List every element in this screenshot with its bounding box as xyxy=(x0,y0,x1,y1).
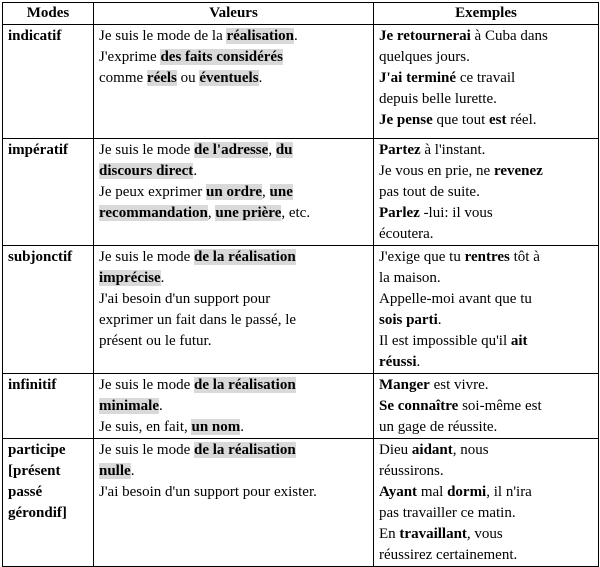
highlighted-term: imprécise xyxy=(99,270,161,286)
highlighted-term: une xyxy=(269,184,293,200)
mode-cell: impératif xyxy=(3,139,94,246)
text-segment: . xyxy=(130,463,135,479)
valeurs-cell xyxy=(94,246,374,374)
cell-line xyxy=(379,203,593,224)
text-segment: la maison. xyxy=(379,270,441,286)
text-segment: , nous xyxy=(452,442,489,458)
text-segment: est vivre. xyxy=(429,377,489,393)
cell-line xyxy=(379,224,593,245)
bold-term: dormi xyxy=(447,484,487,500)
valeurs-cell xyxy=(94,139,374,246)
cell-line xyxy=(379,417,593,438)
text-segment: J'ai besoin d'un support pour xyxy=(99,291,271,307)
row-subjonctif xyxy=(3,246,599,374)
cell-line xyxy=(379,310,593,331)
highlighted-term: nulle xyxy=(99,463,131,479)
bold-term: ait xyxy=(510,333,528,349)
cell-line xyxy=(379,396,593,417)
cell-line xyxy=(99,26,368,47)
exemples-cell xyxy=(374,439,599,567)
mode-line: passé xyxy=(8,484,43,500)
cell-line xyxy=(379,47,593,68)
cell-line xyxy=(99,203,368,224)
row-participe xyxy=(3,439,599,567)
cell-line xyxy=(379,89,593,110)
bold-term: pense xyxy=(396,112,433,128)
text-segment: Je vous en prie, ne xyxy=(379,163,494,179)
mode-cell: subjonctif xyxy=(3,246,94,374)
cell-line xyxy=(379,182,593,203)
cell-line xyxy=(379,375,593,396)
bold-term: revenez xyxy=(493,163,543,179)
highlighted-term: de la réalisation xyxy=(194,249,296,265)
text-segment: réel. xyxy=(506,112,537,128)
exemples-cell xyxy=(374,374,599,439)
bold-term: retournerai xyxy=(396,28,471,44)
exemples-cell xyxy=(374,25,599,139)
text-segment: Je suis le mode xyxy=(99,442,194,458)
text-segment: . xyxy=(160,270,165,286)
cell-line xyxy=(99,331,368,352)
cell-line xyxy=(379,331,593,352)
text-segment: pas tout de suite. xyxy=(379,184,480,200)
highlighted-term: réalisation xyxy=(226,28,294,44)
header-modes: Modes xyxy=(3,3,94,25)
cell-line xyxy=(99,247,368,268)
text-segment: J'ai besoin d'un support pour exister. xyxy=(99,484,317,500)
cell-line xyxy=(379,161,593,182)
text-segment: J'exprime xyxy=(99,49,161,65)
cell-line xyxy=(379,289,593,310)
text-segment: , etc. xyxy=(281,205,311,221)
highlighted-term: du xyxy=(275,142,293,158)
text-segment: que tout xyxy=(432,112,490,128)
cell-line xyxy=(379,110,593,131)
header-valeurs: Valeurs xyxy=(94,3,374,25)
text-segment: . xyxy=(437,312,442,328)
cell-line xyxy=(379,352,593,373)
text-segment: exprimer un fait dans le passé, le xyxy=(99,312,297,328)
header-row xyxy=(3,3,599,25)
cell-line xyxy=(99,396,368,417)
text-segment: Je peux exprimer xyxy=(99,184,207,200)
cell-line xyxy=(99,440,368,461)
exemples-cell xyxy=(374,246,599,374)
text-segment: Je suis le mode xyxy=(99,142,194,158)
bold-term: réussi xyxy=(379,354,417,370)
valeurs-cell xyxy=(94,439,374,567)
text-segment: Je suis le mode de la xyxy=(99,28,227,44)
text-segment: , il n'ira xyxy=(486,484,532,500)
text-segment: ce travail xyxy=(456,70,516,86)
text-segment: mal xyxy=(417,484,448,500)
cell-line xyxy=(379,26,593,47)
text-segment: depuis belle lurette. xyxy=(379,91,497,107)
text-segment: , vous xyxy=(466,526,503,542)
text-segment: soi-même est xyxy=(458,398,542,414)
bold-term: travaillant xyxy=(399,526,467,542)
row-infinitif xyxy=(3,374,599,439)
exemples-cell xyxy=(374,139,599,246)
mode-line: [présent xyxy=(8,463,61,479)
cell-line xyxy=(99,461,368,482)
text-segment: tôt à xyxy=(509,249,540,265)
cell-line xyxy=(379,524,593,545)
text-segment: J'exige que tu xyxy=(379,249,465,265)
cell-line xyxy=(379,482,593,503)
mode-cell: infinitif xyxy=(3,374,94,439)
text-segment: , xyxy=(262,184,270,200)
valeurs-cell xyxy=(94,25,374,139)
cell-line xyxy=(379,68,593,89)
cell-line xyxy=(99,182,368,203)
cell-line xyxy=(379,440,593,461)
text-segment: , xyxy=(268,142,276,158)
text-segment: comme xyxy=(99,70,147,86)
bold-term: Se connaître xyxy=(379,398,459,414)
text-segment: réussirez certainement. xyxy=(379,547,518,563)
highlighted-term: discours direct xyxy=(99,163,194,179)
mode-line: gérondif] xyxy=(8,505,67,521)
text-segment: . xyxy=(193,163,198,179)
bold-term: J'ai terminé xyxy=(379,70,457,86)
highlighted-term: minimale xyxy=(99,398,159,414)
text-segment: . xyxy=(258,70,263,86)
cell-line xyxy=(379,140,593,161)
text-segment: présent ou le futur. xyxy=(99,333,212,349)
highlighted-term: une prière xyxy=(215,205,282,221)
text-segment: Je suis, en fait, xyxy=(99,419,192,435)
text-segment: pas travailler ce matin. xyxy=(379,505,516,521)
bold-term: est xyxy=(489,112,507,128)
bold-term: Partez xyxy=(379,142,421,158)
highlighted-term: recommandation xyxy=(99,205,208,221)
highlighted-term: de la réalisation xyxy=(194,442,296,458)
bold-term: Je xyxy=(379,112,397,128)
cell-line xyxy=(99,47,368,68)
mode-line: participe xyxy=(8,442,66,458)
cell-line xyxy=(99,289,368,310)
bold-term: Manger xyxy=(379,377,430,393)
table-body xyxy=(3,25,599,567)
highlighted-term: éventuels xyxy=(199,70,259,86)
cell-line xyxy=(99,417,368,438)
highlighted-term: un ordre xyxy=(206,184,263,200)
text-segment: Il est impossible qu'il xyxy=(379,333,511,349)
modes-table xyxy=(2,2,599,567)
mode-cell xyxy=(3,439,94,567)
cell-line xyxy=(379,503,593,524)
highlighted-term: de l'adresse xyxy=(194,142,269,158)
row-imperatif xyxy=(3,139,599,246)
text-segment: . xyxy=(416,354,421,370)
row-indicatif xyxy=(3,25,599,139)
bold-term: Ayant xyxy=(379,484,418,500)
mode-cell: indicatif xyxy=(3,25,94,139)
cell-line xyxy=(99,268,368,289)
cell-line xyxy=(379,545,593,566)
text-segment: , xyxy=(207,205,216,221)
text-segment: Je suis le mode xyxy=(99,249,194,265)
text-segment: écoutera. xyxy=(379,226,434,242)
bold-term: aidant xyxy=(411,442,453,458)
cell-line xyxy=(99,310,368,331)
text-segment: . xyxy=(159,398,163,414)
valeurs-cell xyxy=(94,374,374,439)
text-segment: En xyxy=(379,526,400,542)
cell-line xyxy=(379,461,593,482)
bold-term: rentres xyxy=(464,249,510,265)
text-segment: Appelle-moi avant que tu xyxy=(379,291,532,307)
text-segment: -lui: il vous xyxy=(419,205,493,221)
header-exemples: Exemples xyxy=(374,3,599,25)
text-segment: Dieu xyxy=(379,442,412,458)
text-segment: Je suis le mode xyxy=(99,377,194,393)
text-segment: à Cuba dans xyxy=(470,28,548,44)
text-segment: un gage de réussite. xyxy=(379,419,498,435)
highlighted-term: réels xyxy=(146,70,177,86)
cell-line xyxy=(99,140,368,161)
cell-line xyxy=(379,247,593,268)
highlighted-term: des faits considérés xyxy=(160,49,283,65)
text-segment: . xyxy=(240,419,245,435)
text-segment: à l'instant. xyxy=(420,142,486,158)
bold-term: sois parti xyxy=(379,312,438,328)
text-segment: . xyxy=(293,28,298,44)
highlighted-term: un nom xyxy=(191,419,241,435)
text-segment: quelques jours. xyxy=(379,49,470,65)
highlighted-term: de la réalisation xyxy=(194,377,296,393)
text-segment: réussirons. xyxy=(379,463,444,479)
cell-line xyxy=(99,161,368,182)
bold-term: Parlez xyxy=(379,205,420,221)
cell-line xyxy=(99,375,368,396)
cell-line xyxy=(99,68,368,89)
bold-term: Je xyxy=(379,28,397,44)
text-segment: ou xyxy=(176,70,200,86)
cell-line xyxy=(99,482,368,503)
cell-line xyxy=(379,268,593,289)
